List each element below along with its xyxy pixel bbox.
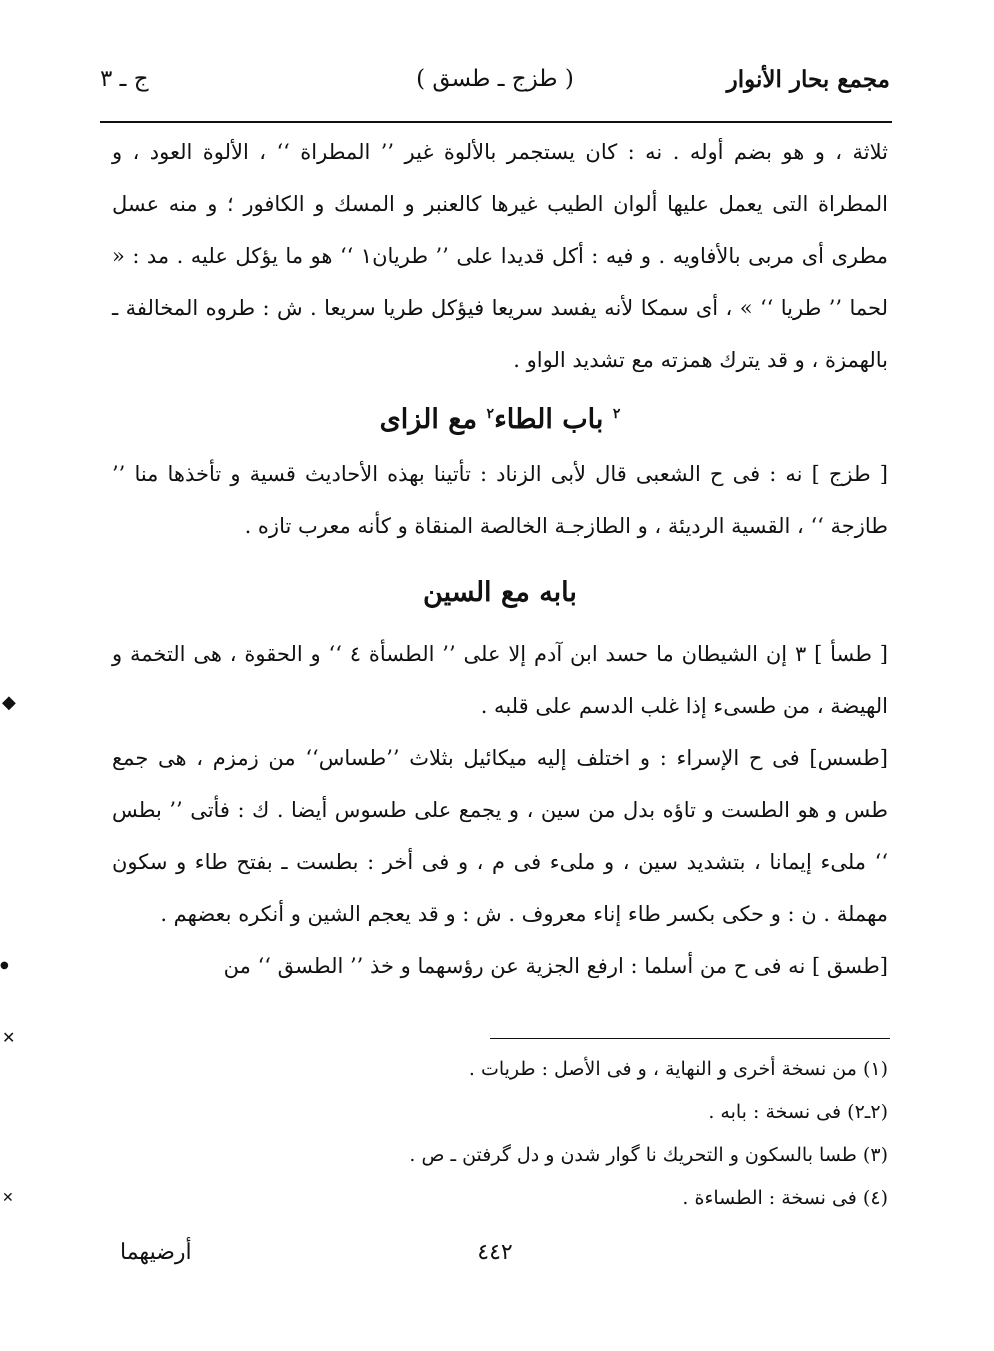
volume-label: ج ـ ٣ bbox=[100, 66, 149, 92]
footnote-2: (٢ـ٢) فى نسخة : بابه . bbox=[708, 1101, 888, 1123]
heading-text: باب الطاء bbox=[494, 404, 604, 435]
book-title: مجمع بحار الأنوار bbox=[726, 66, 890, 93]
heading-text-suffix: مع الزاى bbox=[379, 404, 478, 435]
scan-edge-mark-4: ✕ bbox=[2, 1190, 14, 1206]
footnote-3: (٣) طسا بالسكون و التحريك نا گوار شدن و دل گرفتن ـ ص . bbox=[409, 1144, 888, 1166]
footnotes bbox=[400, 1048, 888, 1220]
heading-footnote-marker-2: ٢ bbox=[486, 406, 495, 422]
main-text bbox=[112, 126, 888, 992]
chapter-heading-ta-zay bbox=[112, 386, 888, 448]
header-rule bbox=[100, 121, 892, 123]
paragraph-tass: [طسس] فى ح الإسراء : و اختلف إليه ميكائيل بثلاث ’’طساس‘‘ من زمزم ، هى جمع طس و هو الطست و تاؤه بدل من سين ، و يجمع على طسوس أيضا . ك : فأتى ’’ بطس ‘‘ ملىء إيمانا ، بتشديد سين ، و ملىء فى م ، و فى أخر : بطست ـ بفتح طاء و سكون مهملة . ن : و حكى بكسر طاء إناء معروف . ش : و قد يعجم الشين و أنكره بعضهم . bbox=[112, 746, 888, 926]
footnote-rule bbox=[490, 1038, 890, 1039]
paragraph-tasa: [ طسأ ] ٣ إن الشيطان ما حسد ابن آدم إلا على ’’ الطسأة ٤ ‘‘ و الحقوة ، هى التخمة و الهيضة ، من طسىء إذا غلب الدسم على قلبه . bbox=[112, 642, 888, 718]
running-header bbox=[100, 60, 890, 104]
heading-footnote-marker: ٢ bbox=[612, 406, 621, 422]
scan-edge-mark-2: ● bbox=[0, 960, 9, 971]
page-number: ٤٤٢ bbox=[477, 1240, 513, 1265]
chapter-heading-sin: بابه مع السين bbox=[423, 577, 577, 608]
paragraph-tasq: [طسق ] نه فى ح من أسلما : ارفع الجزية عن رؤسهما و خذ ’’ الطسق ‘‘ من bbox=[223, 954, 888, 978]
scan-edge-mark-3: ✕ bbox=[2, 1028, 16, 1047]
scan-edge-mark: ◆ bbox=[2, 692, 16, 713]
footnote-1: (١) من نسخة أخرى و النهاية ، و فى الأصل : طريات . bbox=[468, 1058, 888, 1080]
section-range: ( طزج ـ طسق ) bbox=[416, 66, 574, 92]
paragraph-tura: ثلاثة ، و هو بضم أوله . نه : كان يستجمر بالألوة غير ’’ المطراة ‘‘ ، الألوة العود ، و المطراة التى يعمل عليها ألوان الطيب غيرها كالعنبر و المسك و الكافور ؛ و منه عسل مطرى أى مربى بالأفاويه . و فيه : أكل قديدا على ’’ طريان١ ‘‘ هو ما يؤكل عليه . مد : « لحما ’’ طريا ‘‘ » ، أى سمكا لأنه يفسد سريعا فيؤكل طريا سريعا . ش : طروه المخالفة ـ بالهمزة ، و قد يترك همزته مع تشديد الواو . bbox=[112, 140, 888, 372]
paragraph-tazaj: [ طزج ] نه : فى ح الشعبى قال لأبى الزناد : تأتينا بهذه الأحاديث قسية و تأخذها منا ’’ طازجة ‘‘ ، القسية الرديئة ، و الطازجـة الخالصة المنقاة و كأنه معرب تازه . bbox=[112, 462, 888, 538]
footnote-4: (٤) فى نسخة : الطساءة . bbox=[682, 1187, 888, 1209]
catchword: أرضيهما bbox=[120, 1240, 192, 1265]
